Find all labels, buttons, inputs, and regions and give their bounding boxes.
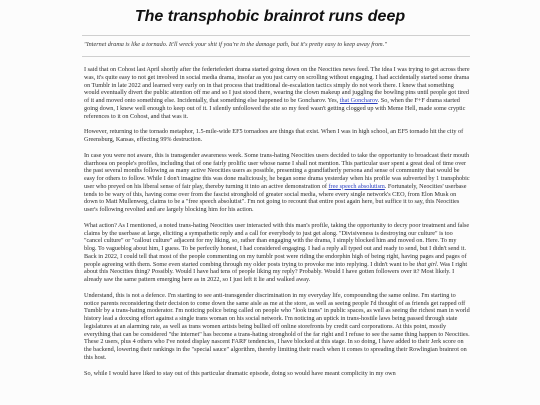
article-body (84, 66, 470, 385)
paragraph-what-action (84, 222, 470, 284)
paragraph-text: . Fortunately, Neocities' userbase tends to be wary of this, having come over from the fascist stronghold of greater social media, where every single network's CEO, from Elon Musk on down to Matt Mullenweg, claims to be a "free speech absolutist". I'm not going to recount that entire post again here, but suffice it to say, this Neocities user's following revolted and are largely blocking him for his action. (84, 182, 467, 213)
paragraph-text: . So, when the F+F drama started going down, I knew well enough to keep out of it. I silently unfollowed the site so my feed wasn't getting clogged up with Meme Hell, made some cryptic references to it on Cohost, and that was it. (84, 97, 466, 120)
quote-bottom-divider (82, 56, 470, 57)
epigraph-quote: "Internet drama is like a tornado. It'll wreck your shit if you're in the damage path, but it's pretty easy to keep away from." (84, 41, 387, 48)
paragraph-text: Understand, this is not a defence. I'm starting to see anti-transgender discrimination in my everyday life, compounding the same online. I'm starting to notice parents reconsidering their decision to come down the same aisle as me at the store, as well as seeing people I'd thought of as friends get rapped off Tumblr by a trans-hating moderator. I'm noticing police being called on people who "look trans" in public spaces, as well as seeing the richest man in world history lead a doxxing effort against a single trans woman on his social network. I'm noticing an uptick in trans-hostile laws being passed through state legislatures at an alarming rate, as well as trans women artists being bullied off online storefronts by credit card corporations. At this point, mostly everything that can be considered "the internet" has become a trans-hating stronghold of the far right and I refuse to see the same thing happen to Neocities. These 2 users, plus 4 others who I've noted display nascent (84, 291, 470, 346)
paragraph-goncharov (84, 66, 470, 120)
paragraph-conclusion (84, 370, 470, 378)
farf-abbreviation: FARF (231, 338, 247, 346)
paragraph-text: However, returning to the tornado metaphor, 1.5-mile-wide EF5 tornadoes are things that exist. When I was in high school, an EF5 tornado hit the city of Greensburg, Kansas, effecting 99% destruction. (84, 128, 464, 143)
paragraph-text: So, while I would have liked to stay out of this particular dramatic episode, doing so would have meant complicity in my own (84, 369, 396, 377)
page-title: The transphobic brainrot runs deep (134, 8, 406, 25)
goncharov-link[interactable]: that Goncharov (339, 97, 378, 104)
quote-top-divider (82, 35, 470, 36)
paragraph-text: I said that on Cohost last April shortly after the federtefederi drama started going down on the Neocities news feed. The idea I was trying to get across there was, it's quite easy to not get involved in social media drama, insofar as you just carry on scrolling without engaging. I had accidentally started some drama on Tumblr in late 2022 and learned very early on in that process that traditional de-escalation tactics simply do not work there. I knew that something would eventually divert the public attention off me and so I just stood there, wearing the clown makeup and juggling the bowling pins until people got tired of it and moved onto something else. Incidentally, that something else happened to be Goncharov. Yes, (84, 66, 470, 104)
paragraph-text: What action? As I mentioned, a noted trans-hating Neocities user interacted with this man's profile, taking the opportunity to decry poor treatment and false claims by the userbase at large, eliciting a sympathetic reply and a call for everybody to just get along. "Divisiveness is destroying our culture" is too "cancel culture" or "callout culture" adjacent for my liking, so, rather than engaging with the drama, I simply blocked him and moved on. Here. To my blog. To vagueblog about him, I guess. To be perfectly honest, I had considered engaging. I had a reply all typed out and ready to send, but I didn't send it. Back in 2022, I could tell that most of the people commenting on my tumblr post were riding the endorphin high of being right, having pages and pages of people agreeing with them. Some even started combing through my older posts trying to provoke me into replying. I didn't want to be (84, 221, 470, 268)
paragraph-understand (84, 292, 470, 362)
free-speech-absolutism-link[interactable]: free speech absolutism (328, 182, 385, 190)
paragraph-tornado (84, 128, 470, 144)
paragraph-text: tendencies, I have blocked at this stage. In so doing, I have added to their Jerk score on the backend, lowering their rankings in the "special sauce" algorithm, thereby limiting their reach when it comes to spreading their Rowlingian brainrot on this host. (84, 338, 467, 361)
paragraph-text: . Was I right about this Neocities thing? Possibly. Would I have had tens of people liking my reply? Probably. Would I have gotten followers over it? Most likely. I already saw the same pattern emerging here as in 2022, so I just left it lie and walked away. (84, 260, 468, 283)
paragraph-awareness-week (84, 152, 470, 214)
emphasis-text: that girl (416, 260, 437, 268)
paragraph-text: In case you were not aware, this is transgender awareness week. Some trans-hating Neocities users decided to take the opportunity to broadcast their mouth diarrhoea on people's profiles, including that of one fairly prolific user whose name I shall not mention. This particular user spent a great deal of time over the past several months following as many active Neocities users as possible, presenting a grandfatherly persona and sense of community that would be easy for others to follow. While I don't imagine this was done maliciously, he began some drama yesterday when his profile was subverted by 1 transphobic user who preyed on his liberal sense of fair play, thereby turning it into an active demonstration of (84, 151, 470, 190)
